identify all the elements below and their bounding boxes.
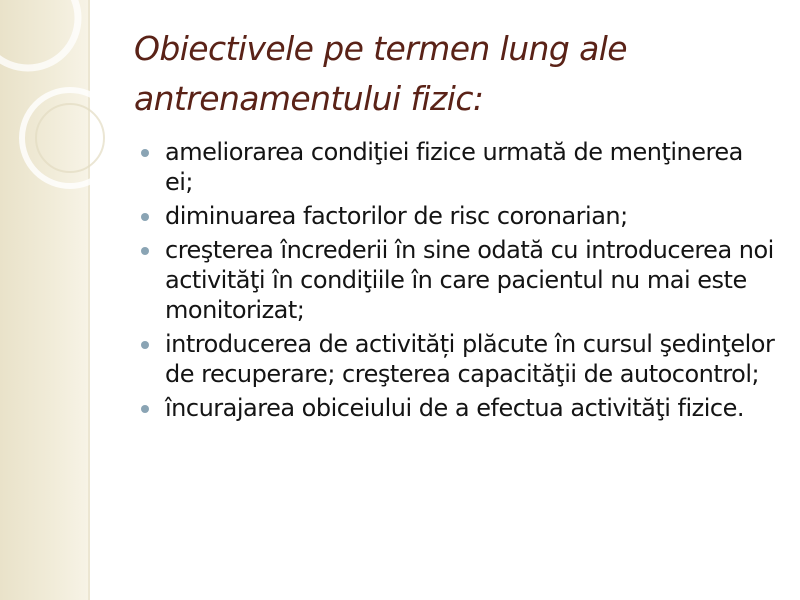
slide-title: Obiectivele pe termen lung ale antrenamentului fizic: xyxy=(134,29,627,118)
list-item-text: ameliorarea condiţiei fizice urmată de menţinerea ei; xyxy=(165,138,743,196)
list-item-text: încurajarea obiceiului de a efectua activităţi fizice. xyxy=(165,394,745,422)
bullet-dot-icon xyxy=(141,341,149,349)
bullet-dot-icon xyxy=(141,405,149,413)
side-band-edge xyxy=(88,0,90,600)
list-item xyxy=(136,137,776,197)
decorative-side-band xyxy=(0,0,88,600)
list-item xyxy=(136,329,776,389)
bullet-dot-icon xyxy=(141,149,149,157)
bullet-dot-icon xyxy=(141,213,149,221)
bullet-dot-icon xyxy=(141,247,149,255)
bullet-list xyxy=(136,137,776,427)
list-item xyxy=(136,235,776,325)
list-item xyxy=(136,393,776,423)
list-item-text: introducerea de activități plăcute în cursul şedinţelor de recuperare; creşterea capacităţii de autocontrol; xyxy=(165,330,775,388)
list-item xyxy=(136,201,776,231)
list-item-text: diminuarea factorilor de risc coronarian; xyxy=(165,202,628,230)
list-item-text: creşterea încrederii în sine odată cu introducerea noi activităţi în condiţiile în care pacientul nu mai este monitorizat; xyxy=(165,236,774,324)
